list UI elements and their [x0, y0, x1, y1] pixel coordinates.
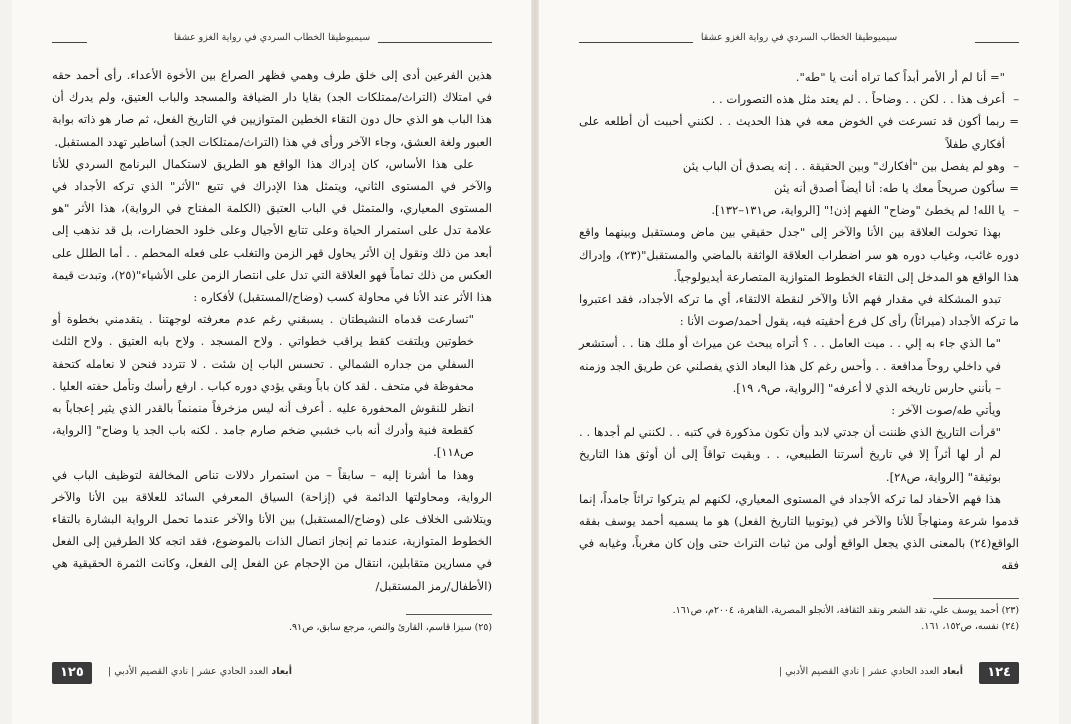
page-number: ١٢٤	[979, 662, 1019, 684]
paragraph: هذين الفرعين أدى إلى خلق طرف وهمي فظهر الصراع بين الأخوة الأعداء. رأى أحمد حقه في امتلاك (التراث/ممتلكات الجد) بقايا دار الضيافة والمسجد والباب العتيق، ولم يدرك أن هذا الباب هو الذي حال دون التقاء الخطين المتوازيين في التاريخ الفعل، ثم صار هو ذاته بوابة العبور ولغة العشق، وجاء الآخر ورأى في هذا (التراث/ممتلكات الجد) أساطير تهدد المستقبل.	[52, 68, 492, 149]
dialogue-line: "= أنا لم أر الأمر أبداً كما تراه أنت يا "طه".	[795, 70, 1005, 84]
journal-issue: العدد الحادي عشر | نادي القصيم الأدبي |	[108, 666, 269, 677]
right-page	[539, 0, 1059, 724]
running-head	[579, 32, 1019, 48]
paragraph: على هذا الأساس، كان إدراك هذا الواقع هو الطريق لاستكمال البرنامج السردي للأنا والآخر في المستوى الثاني، ويتمثل هذا الإدراك في تتبع "الأثر" الذي تركه الأجداد في المستوى المعياري، والمتمثل في الباب العتيق (الكلمة المفتاح في الرواية)، هذا الأثر "هو علامة تدل على استمرار الحياة وعلى تتابع الأجيال وعلى خلود الحضارات، بل قد نذهب إلى أبعد من ذلك ونقول إن الأثر يحاول قهر الزمن والتغلب على فعله المحطم . . أما الطلل على العكس من ذلك تماماً فهو العلاقة التي تدل على انتصار الزمن على الأشياء"(٢٥)، وتبدت قيمة هذا الأثر عند الأنا في محاولة كسب (وضاح/المستقبل) لأفكاره :	[52, 156, 492, 305]
dialogue-line: – أعرف هذا . . لكن . . وضاحاً . . لم يعتد مثل هذه التصورات . .	[579, 88, 1019, 110]
paragraph: وهذا ما أشرنا إليه – سابقاً – من استمرار دلالات تناص المخالفة لتوظيف الباب في الرواية، ومحاولتها الدائمة في (إزاحة) السياق المعرفي السائد للعلاقة بين الأنا والآخر ويتلاشى الخلاف على (وضاح/المستقبل) بين الأنا والآخر عندما تحمل الرواية البشارة بالتقاء الخطوط المتوازية، عندما تم إنجاز اتصال الذات بالموضوع، فقد اتجه كلا الطرفين إلى الفعل في مسارين متقابلين، انتقال من الإحجام عن الفعل إلى الفعل، وكانت الثمرة الحقيقية هي (الأطفال/رمز المستقبل/	[52, 467, 492, 593]
dialogue-line: = ربما أكون قد تسرعت في الخوض معه في هذا الحديث . . لكنني أحببت أن أطلعه على أفكاري طفلاً	[579, 110, 1019, 154]
journal-info	[108, 666, 292, 677]
footnotes	[52, 620, 492, 636]
footnotes	[579, 603, 1019, 635]
footnote: (٢٤) نفسه، ص١٥٢، ١٦١.	[921, 621, 1019, 632]
running-head-text: سيميوطيقا الخطاب السردي في رواية الغزو عشقا	[166, 32, 378, 43]
page-number: ١٢٥	[52, 662, 92, 684]
page-body	[579, 66, 1019, 577]
paragraph: تبدو المشكلة في مقدار فهم الأنا والآخر لنقطة الالتقاء، أي ما تركه الأجداد، فقد اعتبروا ما تركه الأجداد (ميراثاً) رأى كل فرع أحقيته فيه، يقول أحمد/صوت الأنا :	[579, 292, 1019, 329]
dialogue-line: – وهو لم يفصل بين "أفكارك" وبين الحقيقة . . إنه يصدق أن الباب يئن	[579, 155, 1019, 177]
paragraph: ويأتي طه/صوت الآخر :	[891, 403, 1001, 418]
paragraph: بهذا تحولت العلاقة بين الأنا والآخر إلى "جدل حقيقي بين ماض ومستقبل وبينهما واقع دوره غائب، وغياب دوره هو سر اضطراب العلاقة الواثقة بالماضي والمستقبل"(٢٣)، وإدراك هذا الواقع هو المدخل إلى التقاء الخطوط المتوازية المتصارعة أيديولوجياً.	[579, 225, 1020, 284]
block-quote: "ما الذي جاء به إلي . . ميت العامل . . ؟ أتراه يبحث عن ميراث أو ملك هنا . . أستشعر في داخلي روحاً مدافعة . . وأحس رغم كل هذا البعاد الذي يفصلني عن طريق الجد وزمنه – بأنني حارس تاريخه الذي لا أعرفه" [الرواية، ص٩، ١٩].	[579, 336, 1001, 395]
left-page	[12, 0, 532, 724]
block-quote: "قرأت التاريخ الذي ظننت أن جدتي لابد وأن تكون مذكورة في كتبه . . لكنني لم أجدها . . لم أر لها أثراً إلا في تاريخ أسرتنا الطبيعي، . . وبقيت تواقاً إلى أن أوثق هذا التاريخ بوثيقة" [الرواية، ص٢٨].	[579, 425, 1001, 484]
block-quote: "تسارعت قدماه النشيطتان . يسبقني رغم عدم معرفته لوجهتنا . يتقدمني بخطوة أو خطوتين ويلتفت كقط يراقب خطواتي . ولاح المسجد . ولاح بابه العتيق . ولاح الثلث السفلي من جداره الشمالي . تحسس الباب إن شئت . لا تتردد فنحن لا نعامله كتحفة محفوظة في متحف . لقد كان باباً وبقي يؤدي دوره كباب . ارفع رأسك وتأمل حفته العليا . انظر للنقوش المحفورة عليه . أعرف أنه ليس مزخرفاً منمنماً بالقدر الذي يثير إعجاباً به كقطعة فنية وأدرك أنه باب خشبي ضخم صارم جامد . لكنه باب الجد يا وضاح" [الرواية، ص١١٨].	[52, 312, 474, 460]
page-footer	[579, 662, 1019, 684]
page-body	[52, 64, 492, 597]
journal-logo: أبعاد	[942, 666, 963, 677]
journal-info	[779, 666, 963, 677]
journal-logo: أبعاد	[271, 666, 292, 677]
footnote: (٢٣) أحمد يوسف علي، نقد الشعر ونقد الثقافة، الأنجلو المصرية، القاهرة، ٢٠٠٤م، ص١٦١.	[672, 605, 1019, 616]
paragraph: هذا فهم الأحفاد لما تركه الأجداد في المستوى المعياري، لكنهم لم يتركوا تراثاً جامداً، إنما قدموا شرعة ومنهاجاً للأنا والآخر في (يوتوبيا التاريخ الفعل) هو ما يسميه أحمد يوسف بفقه الواقع(٢٤) بالمعنى الذي يجعل الواقع أولى من ثبات التراث حتى وإن كان مغرباً، وغيابه في فقه	[579, 491, 1019, 573]
page-footer	[52, 662, 492, 684]
journal-issue: العدد الحادي عشر | نادي القصيم الأدبي |	[779, 666, 940, 677]
book-gutter	[531, 0, 539, 724]
footnote-rule	[406, 614, 492, 615]
footnote-rule	[933, 598, 1019, 599]
running-head	[52, 32, 492, 48]
footnote: (٢٥) سيزا قاسم، القارئ والنص، مرجع سابق، ص٩١.	[289, 622, 492, 633]
dialogue-line: = سأكون صريحاً معك يا طه: أنا أيضاً أصدق أنه يئن	[579, 177, 1019, 199]
dialogue-line: – يا الله! لم يخطئ "وضاح" الفهم إذن!" [الرواية، ص١٣١–١٣٢].	[579, 199, 1019, 221]
running-head-text: سيميوطيقا الخطاب السردي في رواية الغزو عشقا	[693, 32, 905, 43]
